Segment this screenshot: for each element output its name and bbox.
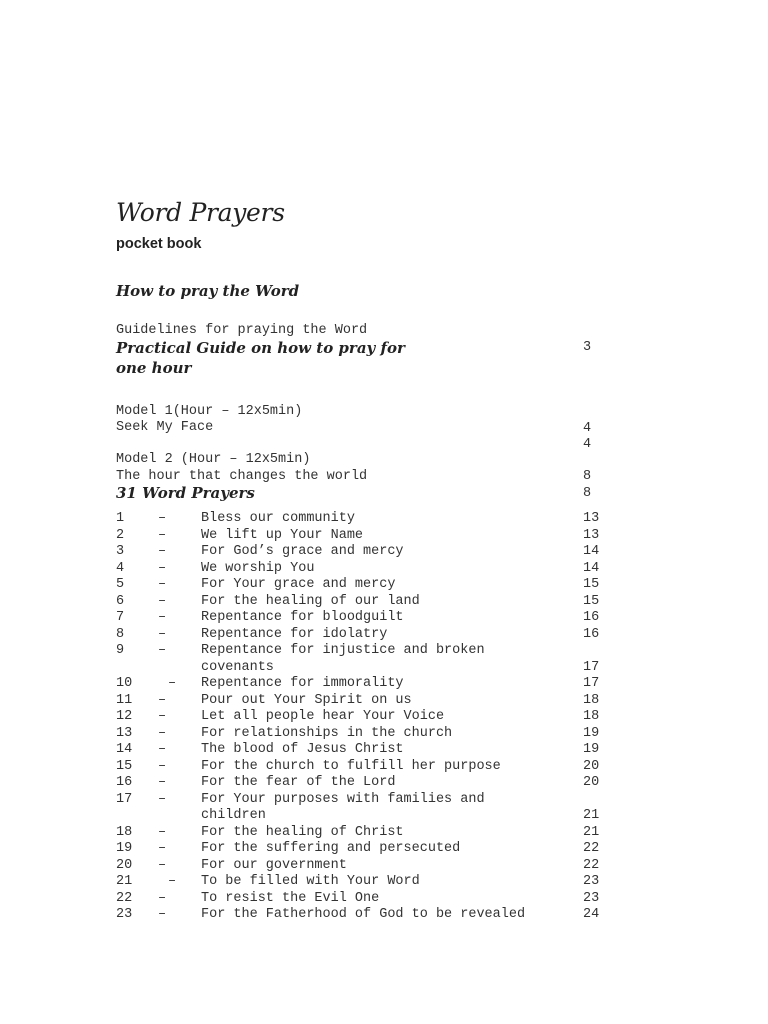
prayer-list-item [116, 758, 606, 775]
prayer-title-continuation: covenants [201, 659, 274, 675]
prayer-list-item-continuation [116, 659, 606, 676]
prayer-page: 22 [583, 841, 600, 856]
prayer-list-item [116, 692, 606, 709]
prayer-number: 21 [116, 874, 133, 889]
prayer-list-item [116, 791, 606, 808]
prayer-page: 14 [583, 560, 600, 576]
prayer-dash: – [158, 742, 167, 757]
prayer-number: 17 [116, 791, 133, 807]
prayer-list-item [116, 873, 606, 890]
document-subtitle: pocket book [116, 236, 202, 252]
prayer-dash: – [158, 709, 167, 724]
prayer-page: 20 [583, 758, 600, 774]
prayer-title: The blood of Jesus Christ [201, 742, 404, 757]
prayer-dash: – [158, 758, 167, 774]
prayer-list-item [116, 906, 606, 923]
prayer-number: 4 [116, 560, 125, 576]
prayer-dash: – [158, 841, 167, 856]
prayer-list-item [116, 741, 606, 758]
prayer-number: 23 [116, 907, 133, 922]
toc-entry-page: 8 [583, 469, 592, 484]
prayer-list-item [116, 576, 606, 593]
prayer-dash: – [158, 775, 167, 790]
document-title: Word Prayers [116, 198, 285, 227]
prayer-title: For the suffering and persecuted [201, 841, 461, 856]
prayer-dash: – [158, 890, 167, 906]
prayer-list-item [116, 543, 606, 560]
prayer-list-item [116, 626, 606, 643]
section-heading-line: one hour [116, 359, 192, 377]
prayer-number: 16 [116, 775, 133, 790]
toc-entry-page: 4 [583, 437, 592, 452]
prayer-title: Pour out Your Spirit on us [201, 692, 412, 708]
prayer-title: For the church to fulfill her purpose [201, 758, 501, 774]
prayer-number: 2 [116, 527, 125, 543]
prayer-number: 5 [116, 577, 125, 592]
prayer-dash: – [158, 643, 167, 658]
prayer-dash: – [158, 527, 167, 543]
prayer-number: 11 [116, 692, 133, 708]
toc-entry-page: 3 [583, 340, 592, 355]
prayer-title: Bless our community [201, 511, 355, 526]
prayer-list-item [116, 510, 606, 527]
prayer-list-item [116, 708, 606, 725]
prayer-page: 23 [583, 890, 600, 906]
prayer-title: For the healing of Christ [201, 824, 404, 840]
prayer-dash: – [158, 610, 167, 625]
prayer-dash: – [158, 824, 167, 840]
prayer-title: To be filled with Your Word [201, 874, 420, 889]
prayer-page: 17 [583, 676, 600, 691]
prayer-title: For our government [201, 857, 347, 873]
prayer-title: Repentance for immorality [201, 676, 404, 691]
toc-entry-text: Seek My Face [116, 420, 214, 435]
prayer-number: 18 [116, 824, 133, 840]
prayer-dash: – [158, 544, 167, 559]
prayer-dash: – [158, 692, 167, 708]
prayer-number: 19 [116, 841, 133, 856]
prayer-title: For Your grace and mercy [201, 577, 396, 592]
toc-entry-text: Model 1(Hour – 12x5min) [116, 404, 303, 419]
prayer-number: 7 [116, 610, 125, 625]
prayer-title: For relationships in the church [201, 725, 453, 741]
prayer-title: Repentance for injustice and broken [201, 643, 485, 658]
prayer-number: 3 [116, 544, 125, 559]
prayer-page: 20 [583, 775, 600, 790]
prayer-dash: – [158, 791, 167, 807]
prayer-number: 9 [116, 643, 125, 658]
section-heading-how-to-pray: How to pray the Word [116, 282, 300, 300]
prayer-title: We worship You [201, 560, 315, 576]
section-heading-31-word-prayers: 31 Word Prayers [116, 484, 255, 502]
toc-entry-page: 8 [583, 486, 592, 501]
prayer-dash: – [158, 560, 167, 576]
prayer-number: 10 [116, 676, 133, 691]
prayer-list-item [116, 593, 606, 610]
prayer-title: For God’s grace and mercy [201, 544, 404, 559]
prayer-page: 17 [583, 659, 600, 675]
prayer-page: 13 [583, 511, 600, 526]
prayer-dash: – [168, 874, 177, 889]
toc-entry [116, 402, 606, 452]
prayer-number: 14 [116, 742, 133, 757]
prayer-title: For Your purposes with families and [201, 791, 485, 807]
toc-entry-text: The hour that changes the world [116, 469, 368, 484]
prayer-page: 14 [583, 544, 600, 559]
prayer-list-item [116, 527, 606, 544]
prayer-page: 22 [583, 857, 600, 873]
prayer-page: 13 [583, 527, 600, 543]
prayer-list-item [116, 560, 606, 577]
toc-entry-text: Guidelines for praying the Word [116, 323, 368, 338]
prayer-title: Repentance for bloodguilt [201, 610, 404, 625]
prayer-number: 13 [116, 725, 133, 741]
prayer-number: 1 [116, 511, 125, 526]
prayer-title: To resist the Evil One [201, 890, 380, 906]
prayer-list-item [116, 840, 606, 857]
prayer-page: 15 [583, 577, 600, 592]
prayer-title: We lift up Your Name [201, 527, 364, 543]
prayer-page: 16 [583, 626, 600, 642]
prayer-list-item [116, 725, 606, 742]
prayer-number: 20 [116, 857, 133, 873]
prayer-list-item-continuation [116, 807, 606, 824]
prayer-list-item [116, 890, 606, 907]
prayer-page: 16 [583, 610, 600, 625]
prayer-dash: – [158, 626, 167, 642]
prayer-dash: – [158, 593, 167, 609]
prayer-page: 21 [583, 824, 600, 840]
prayer-page: 18 [583, 709, 600, 724]
prayer-page: 19 [583, 742, 600, 757]
prayer-page: 19 [583, 725, 600, 741]
prayer-page: 23 [583, 874, 600, 889]
prayer-number: 22 [116, 890, 133, 906]
prayer-page: 18 [583, 692, 600, 708]
prayer-page: 24 [583, 907, 600, 922]
prayer-number: 12 [116, 709, 133, 724]
prayer-number: 6 [116, 593, 125, 609]
prayer-title-continuation: children [201, 808, 266, 823]
prayer-title: For the Fatherhood of God to be revealed [201, 907, 526, 922]
prayer-title: For the healing of our land [201, 593, 420, 609]
prayer-dash: – [158, 577, 167, 592]
prayer-list-item [116, 774, 606, 791]
prayer-list-item [116, 824, 606, 841]
prayer-page: 21 [583, 808, 600, 823]
prayer-dash: – [168, 676, 177, 691]
prayer-title: Repentance for idolatry [201, 626, 388, 642]
prayer-number: 15 [116, 758, 133, 774]
section-heading-practical-guide [116, 338, 416, 378]
prayer-list-item [116, 609, 606, 626]
toc-entry-page: 4 [583, 421, 592, 436]
prayer-number: 8 [116, 626, 125, 642]
prayer-dash: – [158, 857, 167, 873]
toc-entry-text: Model 2 (Hour – 12x5min) [116, 452, 311, 467]
prayer-dash: – [158, 907, 167, 922]
section-heading-line: Practical Guide on how to pray for [116, 339, 405, 357]
prayer-title: For the fear of the Lord [201, 775, 396, 790]
prayer-list-item [116, 857, 606, 874]
prayer-dash: – [158, 725, 167, 741]
prayer-dash: – [158, 511, 167, 526]
prayer-page: 15 [583, 593, 600, 609]
prayer-list-item [116, 675, 606, 692]
prayer-title: Let all people hear Your Voice [201, 709, 445, 724]
prayer-list-item [116, 642, 606, 659]
